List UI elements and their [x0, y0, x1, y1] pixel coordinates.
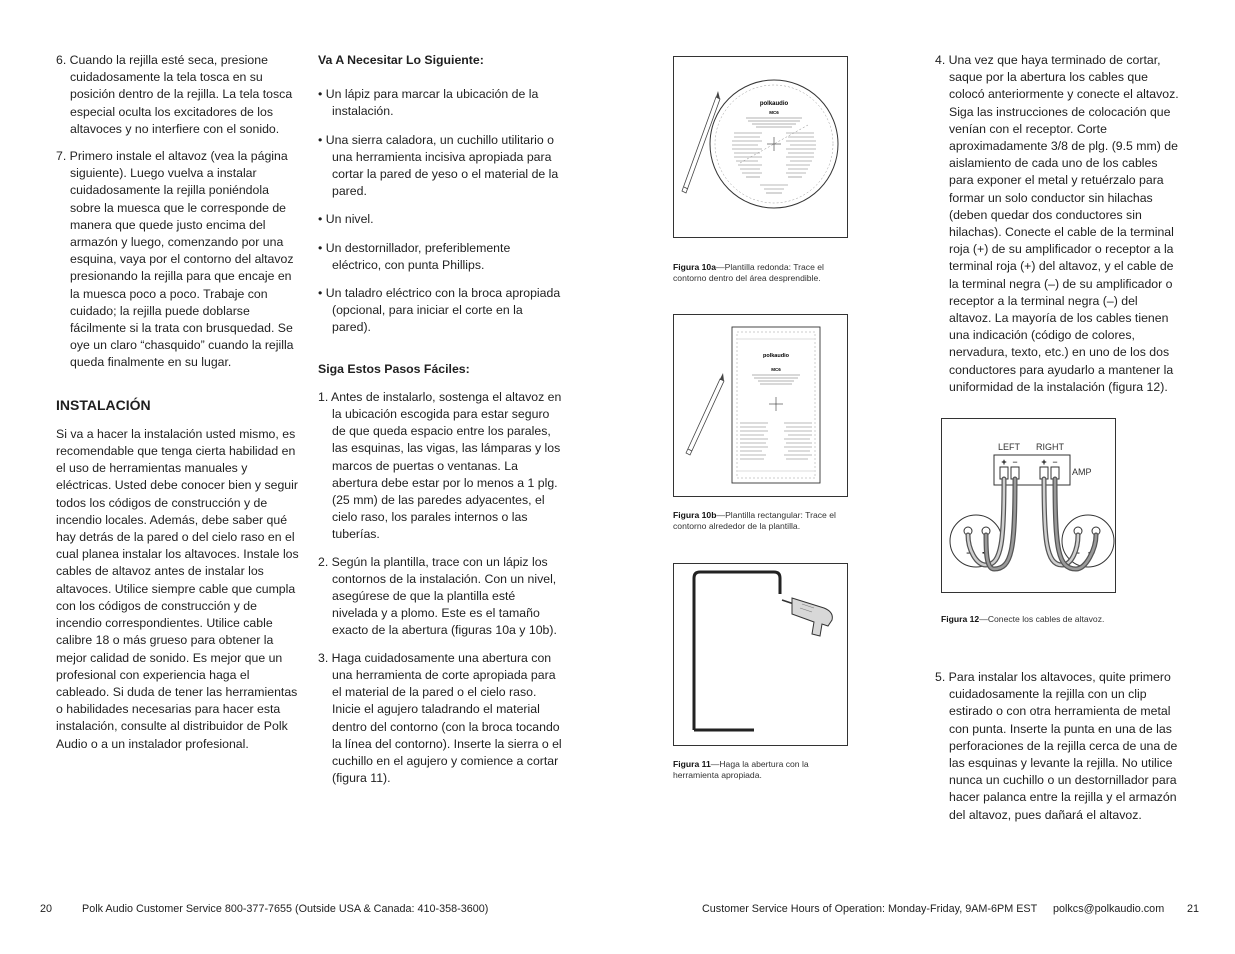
right-label: RIGHT [1036, 442, 1064, 452]
step-item: 2. Según la plantilla, trace con un lápiz los contornos de la instalación. Con un nivel, asegúrese de que la plantilla esté nivelada y a plomo. Este es el tamaño exacto de la abertura (figuras 10a y 10b). [318, 554, 557, 638]
left-column-text [56, 52, 302, 753]
template-brand: polkaudio [763, 353, 789, 359]
needs-item: • Un destornillador, preferiblemente eléctrico, con punta Phillips. [318, 240, 511, 272]
pencil-icon [682, 91, 720, 193]
step-7-text: 7. Primero instale el altavoz (vea la página siguiente). Luego vuelva a instalar cuidadosamente la rejilla poniéndola sobre la muesca que le corresponde de manera que quede justo encima del armazón y luego, comenzando por una esquina, vaya por el contorno del altavoz presionando la rejilla para que encaje en la muesca poco a poco. Trabaje con cuidado; la rejilla puede doblarse fácilmente si la trata con brusquedad. Se oye un claro “chasquido” cuando la rejilla queda finalmente en su lugar. [56, 149, 294, 370]
pencil-icon [686, 373, 724, 455]
figure-10a-label: Figura 10a [673, 262, 716, 272]
step-item: 3. Haga cuidadosamente una abertura con una herramienta de corte apropiada para el material de la pared o el cielo raso. Inicie el agujero taladrando el material dentro del contorno (con la broca tocando la línea del contorno). Inserte la sierra o el cuchillo en el agujero y comience a cortar (figura 11). [318, 650, 562, 786]
step-item: 1. Antes de instalarlo, sostenga el altavoz en la ubicación escogida para estar seguro de que queda espacio entre los parales, las esquinas, las vigas, las lámparas y los marcos de puertas o ventanas. La abertura debe estar por lo menos a 1 plg. (25 mm) de las paredes adyacentes, el cielo raso, los parales internos o las tuberías. [318, 389, 562, 542]
step-4-text: 4. Una vez que haya terminado de cortar, saque por la abertura los cables que colocó anteriormente y conecte el altavoz. Siga las instrucciones de colocación que venían con el receptor. Corte aproximadamente 3/8 de plg. (9.5 mm) de aislamiento de cada uno de los cables para exponer el metal y retuérzalo para formar un solo conductor sin hilachas (deben quedar dos conductores sin hilachas). Conecte el cable de la terminal roja (+) de su amplificador o receptor a la terminal roja (+) del altavoz, y el cable de la terminal negra (–) de su amplificador o receptor a la terminal negra (–) del altavoz. La mayoría de los cables tienen una indicación (código de colores, nervadura, texto, etc.) en uno de los dos conductores para ayudarlo a mantener la uniformidad de la instalación (figura 12). [935, 53, 1179, 394]
needs-item: • Un nivel. [318, 212, 374, 227]
figure-10a-round-template [673, 56, 848, 238]
right-footer-email: polkcs@polkaudio.com [1053, 903, 1165, 915]
figure-10b-label: Figura 10b [673, 510, 717, 520]
svg-text:−: − [1052, 457, 1058, 467]
svg-text:+: + [1088, 546, 1096, 560]
step-6-text: 6. Cuando la rejilla esté seca, presione cuidadosamente la tela tosca en su posición dentro de la rejilla. La tela tosca especial oculta los excitadores de los altavoces y no interfiere con el sonido. [56, 53, 293, 136]
right-footer-hours: Customer Service Hours of Operation: Monday-Friday, 9AM-6PM EST [702, 903, 1038, 915]
left-label: LEFT [997, 442, 1021, 452]
template-model: MC6 [769, 110, 779, 115]
drill-icon [782, 598, 832, 636]
figure-12-label: Figura 12 [941, 614, 980, 624]
figure-10b-rectangular-template [673, 314, 848, 497]
needs-item: • Un taladro eléctrico con la broca apropiada (opcional, para iniciar el corte en la pared). [318, 286, 561, 335]
svg-text:+: + [1041, 457, 1047, 467]
figure-11-cutting-opening [673, 563, 848, 746]
wiring-illustration [942, 419, 1115, 592]
rectangular-template-illustration [674, 315, 847, 496]
installation-paragraph: Si va a hacer la instalación usted mismo, es recomendable que tenga cierta habilidad en el uso de herramientas manuales y eléctricas. Usted debe conocer bien y seguir todos los códigos de construcción y de incendio locales. Además, debe saber qué hay detrás de la pared o del cielo raso en el cual planea instalar los altavoces. Instale los cables de altavoz antes de instalar los altavoces. Utilice siempre cable que cumpla con los códigos de construcción y de incendio correspondientes. Utilice cable calibre 18 o más grueso para obtener la mejor calidad de sonido. Es mejor que un profesional con experiencia haga el cableado. Si duda de tener las herramientas o habilidades necesarias para hacer esta instalación, consulte al distribuidor de Polk Audio o a un instalador profesional. [56, 426, 299, 751]
figure-11-label: Figura 11 [673, 759, 711, 769]
svg-text:−: − [1012, 457, 1018, 467]
needs-item: • Una sierra caladora, un cuchillo utilitario o una herramienta incisiva apropiada para cortar la pared de yeso o el material de la pared. [318, 132, 559, 199]
figure-10b-text: —Plantilla rectangular: Trace el contorno alrededor de la plantilla. [673, 510, 836, 531]
svg-text:+: + [982, 546, 990, 560]
right-column-text [935, 52, 1180, 406]
steps-heading: Siga Estos Pasos Fáciles: [318, 361, 470, 376]
svg-text:+: + [1001, 457, 1007, 467]
figure-10b-caption [673, 510, 848, 532]
figure-11-text: —Haga la abertura con la herramienta apropiada. [673, 759, 809, 780]
needs-heading: Va A Necesitar Lo Siguiente: [318, 53, 484, 67]
svg-text:−: − [1073, 546, 1081, 560]
left-page-number: 20 [40, 903, 53, 915]
svg-text:−: − [966, 546, 974, 560]
figure-12-wiring-diagram [941, 418, 1116, 593]
figure-10a-text: —Plantilla redonda: Trace el contorno dentro del área desprendible. [673, 262, 824, 283]
step-5-text: 5. Para instalar los altavoces, quite primero cuidadosamente la rejilla con un clip estirado o con otra herramienta de metal con punta. Inserte la punta en una de las perforaciones de la rejilla cerca de una de las esquinas y levante la rejilla. No utilice nunca un cuchillo o un destornillador para hacer palanca entre la rejilla y el armazón del altavoz, pues dañará el altavoz. [935, 670, 1178, 822]
installation-heading: INSTALACIÓN [56, 396, 151, 413]
right-column-lower-text [935, 669, 1180, 834]
template-model: MC6 [771, 367, 781, 372]
right-page-number: 21 [1187, 903, 1200, 915]
middle-column-text [318, 52, 562, 797]
figure-12-text: —Conecte los cables de altavoz. [979, 614, 1105, 624]
left-footer-customer-service: Polk Audio Customer Service 800-377-7655 (Outside USA & Canada: 410-358-3600) [82, 903, 489, 915]
cutting-illustration [674, 564, 847, 745]
amp-label: AMP [1072, 467, 1092, 477]
needs-item: • Un lápiz para marcar la ubicación de la instalación. [318, 87, 539, 119]
figure-11-caption [673, 759, 848, 781]
round-template-illustration [674, 57, 847, 237]
figure-10a-caption [673, 262, 848, 284]
figure-12-caption [941, 614, 1116, 625]
template-brand: polkaudio [759, 101, 789, 107]
